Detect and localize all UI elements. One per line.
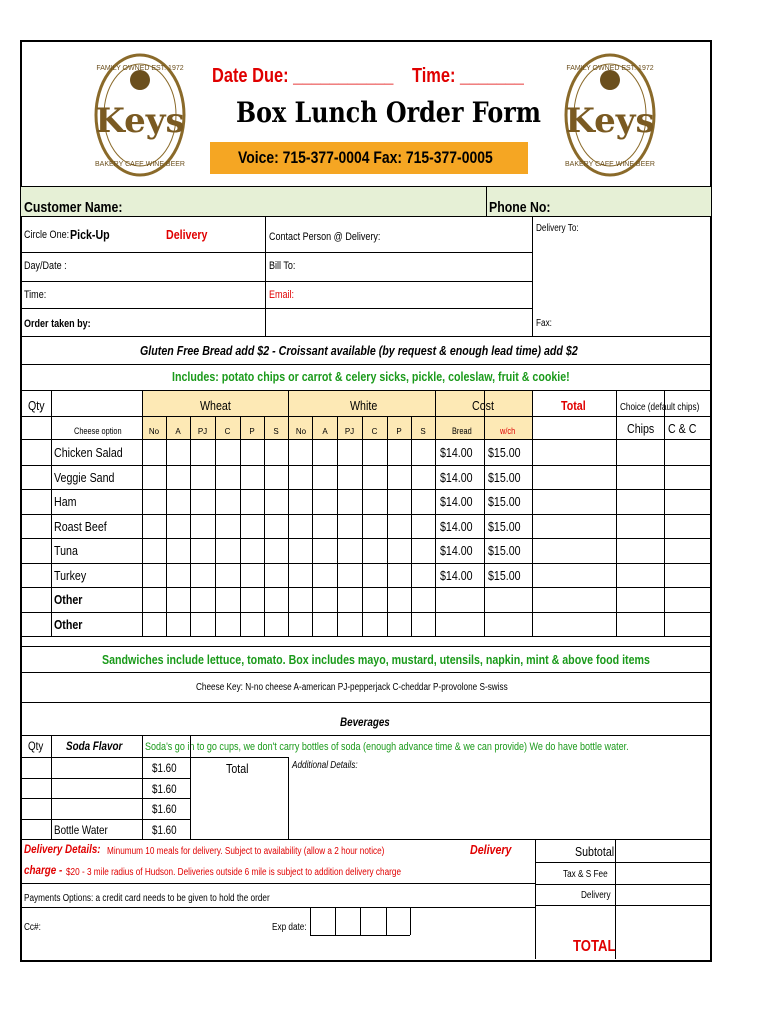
date-due-label: Date Due: ___________ bbox=[212, 65, 394, 87]
gluten-free-note: Gluten Free Bread add $2 - Croissant available (by request & enough lead time) add $2 bbox=[140, 343, 578, 358]
cheese-code-wheat: P bbox=[249, 427, 255, 436]
page-title: Box Lunch Order Form bbox=[236, 96, 541, 129]
cheese-code-wheat: C bbox=[224, 427, 231, 436]
svg-text:BAKERY CAFE WINE BEER: BAKERY CAFE WINE BEER bbox=[565, 161, 655, 168]
bread-header: Bread bbox=[452, 426, 472, 436]
delivery-details-text: Minumum 10 meals for delivery. Subject to availability (allow a 2 hour notice) bbox=[107, 846, 385, 857]
cheese-code-wheat: No bbox=[148, 427, 160, 436]
subtotal-label: Subtotal bbox=[575, 844, 615, 859]
delivery-fee-label: Delivery bbox=[581, 890, 611, 901]
fax-label: Fax: bbox=[536, 318, 552, 329]
wch-price: $15.00 bbox=[488, 445, 521, 460]
cc-label: Cc#: bbox=[24, 922, 41, 933]
cheese-code-white: A bbox=[322, 427, 328, 436]
cc-option[interactable]: C & C bbox=[668, 421, 697, 436]
menu-item-name: Other bbox=[54, 592, 83, 607]
bread-price: $14.00 bbox=[440, 470, 473, 485]
wch-price: $15.00 bbox=[488, 519, 521, 534]
phone-no-label: Phone No: bbox=[489, 199, 551, 216]
menu-item-name: Tuna bbox=[54, 543, 78, 558]
cheese-code-wheat: A bbox=[175, 427, 181, 436]
cheese-code-white: P bbox=[396, 427, 402, 436]
total-header: Total bbox=[561, 398, 586, 413]
delivery-to-label: Delivery To: bbox=[536, 223, 579, 234]
contact-person-label: Contact Person @ Delivery: bbox=[269, 231, 381, 243]
menu-item-name: Veggie Sand bbox=[54, 470, 115, 485]
bev-qty-header: Qty bbox=[28, 739, 44, 753]
day-date-label: Day/Date : bbox=[24, 260, 67, 272]
total-label: TOTAL bbox=[573, 938, 616, 955]
qty-header: Qty bbox=[28, 398, 45, 413]
cheese-code-white: S bbox=[420, 427, 426, 436]
svg-text:Keys: Keys bbox=[565, 101, 655, 141]
soda-flavor-header: Soda Flavor bbox=[66, 739, 123, 753]
payment-options: Payments Options: a credit card needs to be given to hold the order bbox=[24, 893, 270, 904]
sandwich-note: Sandwiches include lettuce, tomato. Box includes mayo, mustard, utensils, napkin, mint & above food items bbox=[102, 652, 650, 667]
svg-text:BAKERY CAFE WINE BEER: BAKERY CAFE WINE BEER bbox=[95, 161, 185, 168]
bill-to-label: Bill To: bbox=[269, 260, 296, 272]
bread-price: $14.00 bbox=[440, 568, 473, 583]
cheese-option-header: Cheese option bbox=[74, 426, 122, 436]
beverage-price: $1.60 bbox=[152, 761, 177, 775]
keys-logo-right bbox=[562, 50, 658, 180]
menu-item-name: Chicken Salad bbox=[54, 445, 123, 460]
cheese-code-white: PJ bbox=[344, 427, 355, 436]
wch-price: $15.00 bbox=[488, 494, 521, 509]
beverage-name: Bottle Water bbox=[54, 823, 108, 837]
circle-one-label: Circle One: bbox=[24, 229, 70, 241]
includes-note: Includes: potato chips or carrot & celery sicks, pickle, coleslaw, fruit & cookie! bbox=[172, 369, 570, 384]
keys-logo-left bbox=[92, 50, 188, 180]
white-header: White bbox=[350, 398, 378, 413]
cheese-key: Cheese Key: N-no cheese A-american PJ-pepperjack C-cheddar P-provolone S-swiss bbox=[196, 682, 508, 693]
bread-price: $14.00 bbox=[440, 445, 473, 460]
charge-label: charge - bbox=[24, 863, 63, 877]
choice-header: Choice (default chips) bbox=[620, 402, 700, 413]
exp-date-label: Exp date: bbox=[272, 922, 307, 933]
menu-item-name: Turkey bbox=[54, 568, 87, 583]
beverage-price: $1.60 bbox=[152, 782, 177, 796]
bev-total-label: Total bbox=[226, 761, 249, 776]
wch-price: $15.00 bbox=[488, 543, 521, 558]
delivery-column-label: Delivery bbox=[470, 842, 512, 857]
svg-text:FAMILY OWNED EST. 1972: FAMILY OWNED EST. 1972 bbox=[96, 65, 184, 72]
time-label: Time: _______ bbox=[412, 65, 524, 87]
cheese-code-wheat: PJ bbox=[197, 427, 208, 436]
wch-price: $15.00 bbox=[488, 470, 521, 485]
contact-numbers: Voice: 715-377-0004 Fax: 715-377-0005 bbox=[238, 148, 493, 167]
order-taken-by-label: Order taken by: bbox=[24, 318, 91, 330]
beverages-title: Beverages bbox=[340, 715, 390, 729]
soda-note: Soda's go in to go cups, we don't carry bottles of soda (enough advance time & we can provide) We do have bottle water. bbox=[145, 741, 629, 753]
bread-price: $14.00 bbox=[440, 543, 473, 558]
delivery-details-label: Delivery Details: bbox=[24, 842, 101, 856]
svg-text:Keys: Keys bbox=[95, 101, 185, 141]
customer-header-bar bbox=[21, 186, 711, 216]
beverage-price: $1.60 bbox=[152, 802, 177, 816]
wheat-header: Wheat bbox=[200, 398, 231, 413]
cost-header: Cost bbox=[472, 398, 494, 413]
chips-option[interactable]: Chips bbox=[627, 421, 655, 436]
charge-text: $20 - 3 mile radius of Hudson. Deliveries outside 6 mile is subject to addition delivery charge bbox=[66, 867, 402, 878]
wch-price: $15.00 bbox=[488, 568, 521, 583]
menu-item-name: Other bbox=[54, 617, 83, 632]
wch-header: w/ch bbox=[500, 426, 516, 436]
bread-price: $14.00 bbox=[440, 494, 473, 509]
time-field-label: Time: bbox=[24, 289, 47, 301]
svg-text:FAMILY OWNED EST. 1972: FAMILY OWNED EST. 1972 bbox=[566, 65, 654, 72]
customer-name-label: Customer Name: bbox=[24, 199, 123, 216]
cheese-code-white: C bbox=[371, 427, 378, 436]
cheese-code-white: No bbox=[295, 427, 307, 436]
cheese-code-wheat: S bbox=[273, 427, 279, 436]
menu-item-name: Ham bbox=[54, 494, 77, 509]
email-label: Email: bbox=[269, 289, 295, 301]
additional-details-label: Additional Details: bbox=[292, 760, 358, 771]
tax-label: Tax & S Fee bbox=[563, 869, 608, 880]
bread-price: $14.00 bbox=[440, 519, 473, 534]
delivery-option[interactable]: Delivery bbox=[166, 227, 208, 242]
menu-item-name: Roast Beef bbox=[54, 519, 107, 534]
beverage-price: $1.60 bbox=[152, 823, 177, 837]
pickup-option[interactable]: Pick-Up bbox=[70, 227, 110, 242]
